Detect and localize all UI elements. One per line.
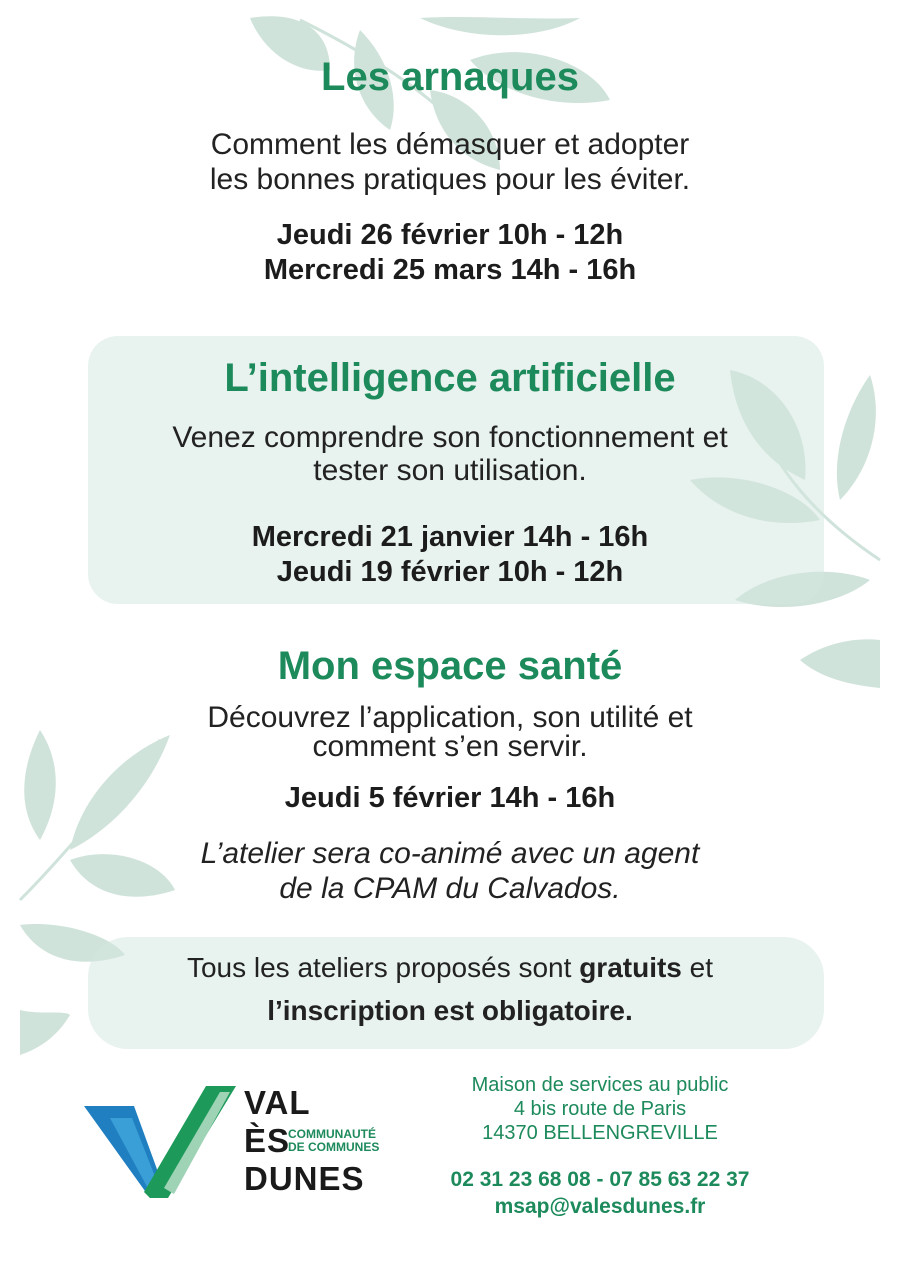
logo-subtitle: DE COMMUNES xyxy=(288,1140,380,1154)
logo-word-val: VAL xyxy=(244,1084,311,1121)
workshop-title: Mon espace santé xyxy=(277,644,623,688)
workshop-title: Les arnaques xyxy=(321,55,579,99)
workshop-description-line: tester son utilisation. xyxy=(313,454,587,487)
workshop-description-line: Comment les démasquer et adopter xyxy=(210,128,690,161)
val-es-dunes-logo xyxy=(80,1080,380,1200)
workshop-date: Jeudi 5 février 14h - 16h xyxy=(284,782,616,814)
email-address: msap@valesdunes.fr xyxy=(494,1195,706,1218)
phone-numbers: 02 31 23 68 08 - 07 85 63 22 37 xyxy=(450,1168,750,1191)
workshop-description-line: les bonnes pratiques pour les éviter. xyxy=(209,163,691,196)
info-text: Tous les ateliers proposés sont xyxy=(186,952,580,983)
address-line: 4 bis route de Paris xyxy=(513,1098,687,1120)
workshop-date: Jeudi 26 février 10h - 12h xyxy=(276,219,624,251)
workshop-date: Jeudi 19 février 10h - 12h xyxy=(276,556,624,588)
workshop-date: Mercredi 21 janvier 14h - 16h xyxy=(251,521,649,553)
workshop-description-line: Venez comprendre son fonctionnement et xyxy=(172,421,728,454)
info-line-registration xyxy=(0,988,900,1034)
logo-subtitle: COMMUNAUTÉ xyxy=(288,1127,376,1141)
logo-word-dunes: DUNES xyxy=(244,1160,365,1197)
workshop-description-line: Découvrez l’application, son utilité et xyxy=(207,701,693,734)
address-line: Maison de services au public xyxy=(471,1074,729,1096)
workshop-note-line: de la CPAM du Calvados. xyxy=(279,872,621,905)
info-line-free xyxy=(0,945,900,991)
logo-v-mark-icon xyxy=(80,1080,240,1200)
address-line: 14370 BELLENGREVILLE xyxy=(482,1122,718,1144)
info-bold: l’inscription est obligatoire. xyxy=(267,995,633,1026)
workshop-title: L’intelligence artificielle xyxy=(224,356,676,400)
workshop-description-line: comment s’en servir. xyxy=(312,730,588,763)
workshop-date: Mercredi 25 mars 14h - 16h xyxy=(263,254,637,286)
logo-word-es: ÈS xyxy=(244,1122,291,1159)
workshop-note-line: L’atelier sera co-animé avec un agent xyxy=(200,837,700,870)
info-text: et xyxy=(681,952,714,983)
info-bold: gratuits xyxy=(579,952,682,983)
